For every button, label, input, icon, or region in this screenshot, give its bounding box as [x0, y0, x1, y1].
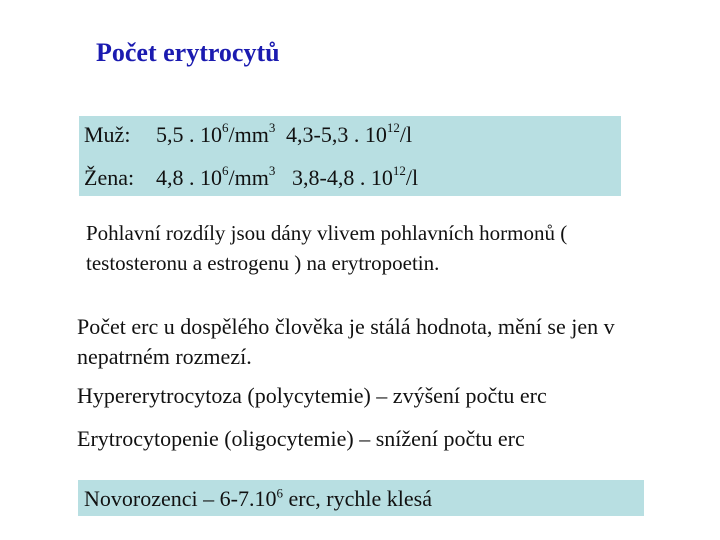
female-range-suffix: /l [405, 165, 419, 190]
male-value [156, 119, 276, 148]
newborn-prefix: Novorozenci – 6-7.10 [84, 486, 277, 511]
female-range-prefix: 3,8-4,8 . 10 [292, 165, 393, 190]
newborn-suffix: erc, rychle klesá [282, 486, 432, 511]
female-value-exponent: 6 [222, 162, 229, 178]
female-value [156, 162, 276, 191]
newborn-line [84, 484, 644, 514]
newborn-exponent: 6 [276, 485, 283, 501]
female-value-suffix: /mm [228, 165, 269, 190]
female-value-prefix: 4,8 . 10 [156, 165, 222, 190]
male-range-exponent: 12 [386, 119, 400, 135]
page-title: Počet erytrocytů [96, 38, 280, 67]
female-label: Žena: [84, 165, 135, 190]
female-range [292, 162, 419, 191]
male-label: Muž: [84, 122, 131, 147]
stable-count-paragraph: Počet erc u dospělého člověka je stálá hodnota, mění se jen v nepatrném rozmezí. [77, 314, 615, 369]
erythrocytopenia-line: Erytrocytopenie (oligocytemie) – snížení počtu erc [77, 426, 525, 451]
female-value-unit-exponent: 3 [268, 162, 276, 178]
hypererythrocytosis-line: Hypererytrocytoza (polycytemie) – zvýšení počtu erc [77, 383, 547, 408]
male-value-suffix: /mm [228, 122, 269, 147]
female-range-exponent: 12 [392, 162, 406, 178]
male-value-exponent: 6 [222, 119, 229, 135]
male-value-unit-exponent: 3 [268, 119, 276, 135]
hormones-paragraph: Pohlavní rozdíly jsou dány vlivem pohlavních hormonů ( testosteronu a estrogenu ) na erytropoetin. [86, 221, 568, 275]
male-range-suffix: /l [399, 122, 413, 147]
male-range-prefix: 4,3-5,3 . 10 [286, 122, 387, 147]
male-range [286, 119, 413, 148]
male-value-prefix: 5,5 . 10 [156, 122, 222, 147]
